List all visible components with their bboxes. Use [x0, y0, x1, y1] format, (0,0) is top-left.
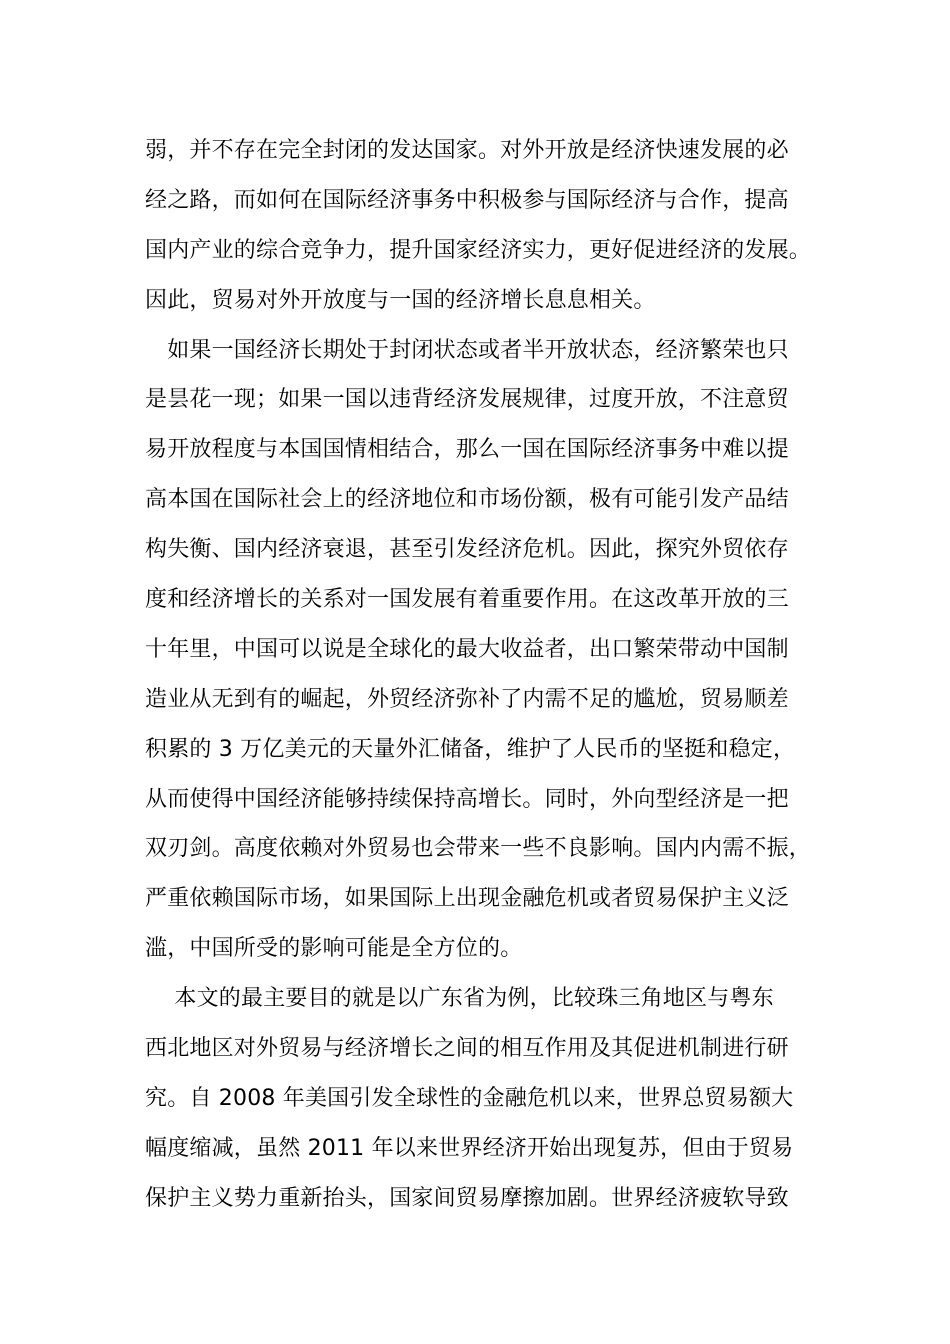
text-line: 究。自 2008 年美国引发全球性的金融危机以来，世界总贸易额大 — [145, 1085, 794, 1111]
text-line: 本文的最主要目的就是以广东省为例，比较珠三角地区与粤东 — [145, 986, 774, 1012]
text-line: 幅度缩减，虽然 2011 年以来世界经济开始出现复苏，但由于贸易 — [145, 1135, 794, 1161]
text-line: 积累的 3 万亿美元的天量外汇储备，维护了人民币的坚挺和稳定， — [145, 736, 796, 762]
text-line: 度和经济增长的关系对一国发展有着重要作用。在这改革开放的三 — [145, 587, 789, 613]
text-line: 保护主义势力重新抬头，国家间贸易摩擦加剧。世界经济疲软导致 — [145, 1185, 789, 1211]
text-line: 西北地区对外贸易与经济增长之间的相互作用及其促进机制进行研 — [145, 1036, 789, 1062]
text-line: 弱，并不存在完全封闭的发达国家。对外开放是经济快速发展的必 — [145, 138, 789, 163]
text-line: 高本国在国际社会上的经济地位和市场份额，极有可能引发产品结 — [145, 487, 789, 513]
text-line: 严重依赖国际市场，如果国际上出现金融危机或者贸易保护主义泛 — [145, 886, 789, 912]
text-line: 易开放程度与本国国情相结合，那么一国在国际经济事务中难以提 — [145, 437, 789, 463]
text-line: 十年里，中国可以说是全球化的最大收益者，出口繁荣带动中国制 — [145, 636, 789, 662]
text-line: 因此，贸易对外开放度与一国的经济增长息息相关。 — [145, 287, 656, 313]
body-text — [145, 126, 825, 1224]
text-line: 双刃剑。高度依赖对外贸易也会带来一些不良影响。国内内需不振， — [145, 836, 812, 862]
text-line: 造业从无到有的崛起，外贸经济弥补了内需不足的尴尬，贸易顺差 — [145, 686, 789, 712]
text-line: 滥，中国所受的影响可能是全方位的。 — [145, 936, 523, 962]
text-line: 经之路，而如何在国际经济事务中积极参与国际经济与合作，提高 — [145, 187, 789, 213]
text-line: 从而使得中国经济能够持续保持高增长。同时，外向型经济是一把 — [145, 786, 789, 812]
text-line: 国内产业的综合竞争力，提升国家经济实力，更好促进经济的发展。 — [145, 237, 812, 263]
text-line: 是昙花一现；如果一国以违背经济发展规律，过度开放，不注意贸 — [145, 387, 789, 413]
text-line: 构失衡、国内经济衰退，甚至引发经济危机。因此，探究外贸依存 — [145, 537, 789, 563]
text-line: 如果一国经济长期处于封闭状态或者半开放状态，经济繁荣也只 — [145, 337, 789, 363]
